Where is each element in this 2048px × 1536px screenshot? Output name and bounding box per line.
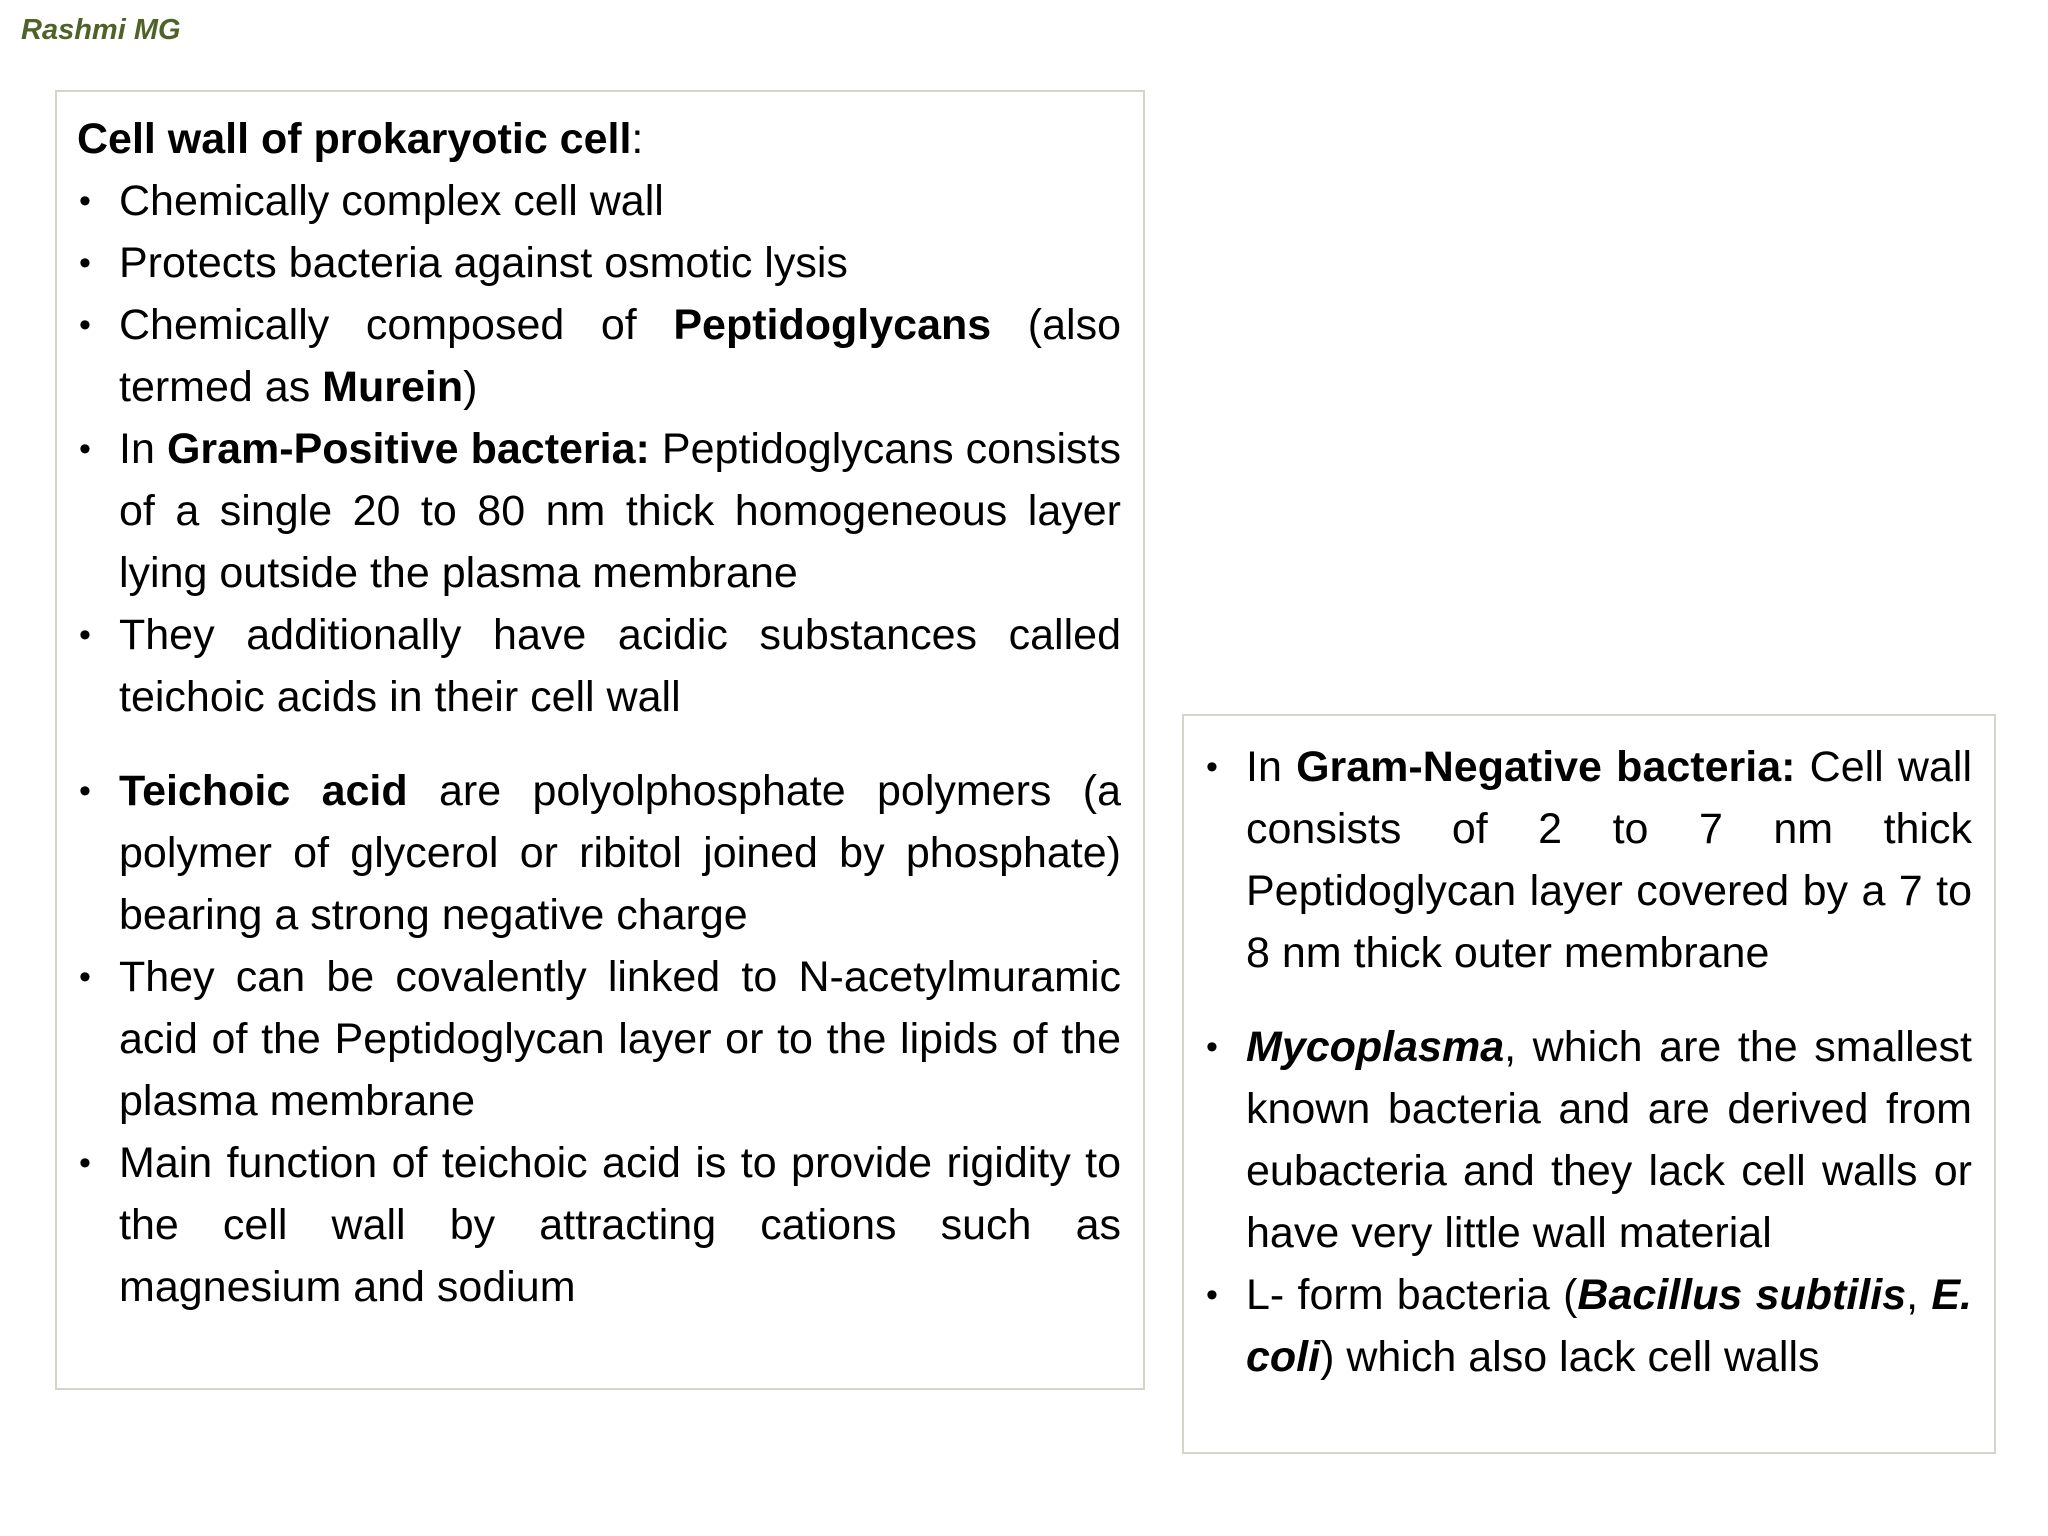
- left-bullet-list: [77, 170, 1121, 1318]
- bullet-text: They additionally have acidic substances called teichoic acids in their cell wall: [119, 611, 1121, 721]
- heading-text: Cell wall of prokaryotic cell: [77, 115, 632, 163]
- bullet-item: [77, 760, 1121, 946]
- bullet-bold-italic-term: E. coli: [1246, 1271, 1972, 1381]
- bullet-text: Protects bacteria against osmotic lysis: [119, 239, 848, 287]
- bullet-text: Cell wall consists of 2 to 7 nm thick Peptidoglycan layer covered by a 7 to 8 nm thick outer membrane: [1246, 743, 1973, 977]
- bullet-bold-italic-term: Mycoplasma: [1246, 1023, 1505, 1071]
- heading-suffix: :: [631, 115, 644, 163]
- bullet-bold-term: Murein: [322, 363, 464, 411]
- bullet-bold-term: Teichoic acid: [119, 767, 408, 815]
- bullet-text: are polyolphosphate polymers (a polymer of glycerol or ribitol joined by phosphate) bearing a strong negative charge: [119, 767, 1121, 939]
- bullet-item: [77, 170, 1121, 232]
- bullet-item: [77, 1132, 1121, 1318]
- bullet-text: Chemically composed of: [119, 301, 674, 349]
- author-name: Rashmi MG: [21, 14, 181, 46]
- bullet-bold-term: Gram-Negative bacteria:: [1296, 743, 1796, 791]
- bullet-bold-term: Peptidoglycans: [673, 301, 992, 349]
- bullet-text: L- form bacteria (: [1246, 1271, 1578, 1319]
- bullet-item: [77, 946, 1121, 1132]
- bullet-item: [77, 604, 1121, 728]
- bullet-text: ,: [1906, 1271, 1932, 1319]
- bullet-text: ) which also lack cell walls: [1320, 1333, 1820, 1381]
- section-heading: [77, 108, 1121, 170]
- bullet-text: In: [1246, 743, 1297, 791]
- bullet-item: [77, 294, 1121, 418]
- bullet-text: In: [119, 425, 167, 473]
- right-text-box: [1182, 714, 1996, 1454]
- bullet-bold-italic-term: Bacillus subtilis: [1577, 1271, 1907, 1319]
- bullet-text: , which are the smallest known bacteria and are derived from eubacteria and they lack cell walls or have very little wall material: [1246, 1023, 1972, 1257]
- bullet-text: (also termed as: [119, 301, 1121, 411]
- bullet-text: Peptidoglycans consists of a single 20 to 80 nm thick homogeneous layer lying outside the plasma membrane: [119, 425, 1121, 597]
- bullet-text: ): [463, 363, 478, 411]
- bullet-item: [77, 418, 1121, 604]
- bullet-item: [1204, 1016, 1972, 1264]
- bullet-text: Chemically complex cell wall: [119, 177, 664, 225]
- left-text-box: [55, 90, 1145, 1390]
- bullet-item: [77, 232, 1121, 294]
- bullet-item: [1204, 1264, 1972, 1388]
- bullet-text: Main function of teichoic acid is to provide rigidity to the cell wall by attracting cations such as magnesium and sodium: [119, 1139, 1121, 1311]
- bullet-bold-term: Gram-Positive bacteria:: [166, 425, 650, 473]
- right-bullet-list: [1204, 736, 1972, 1388]
- bullet-item: [1204, 736, 1972, 984]
- bullet-text: They can be covalently linked to N-acetylmuramic acid of the Peptidoglycan layer or to the lipids of the plasma membrane: [119, 953, 1121, 1125]
